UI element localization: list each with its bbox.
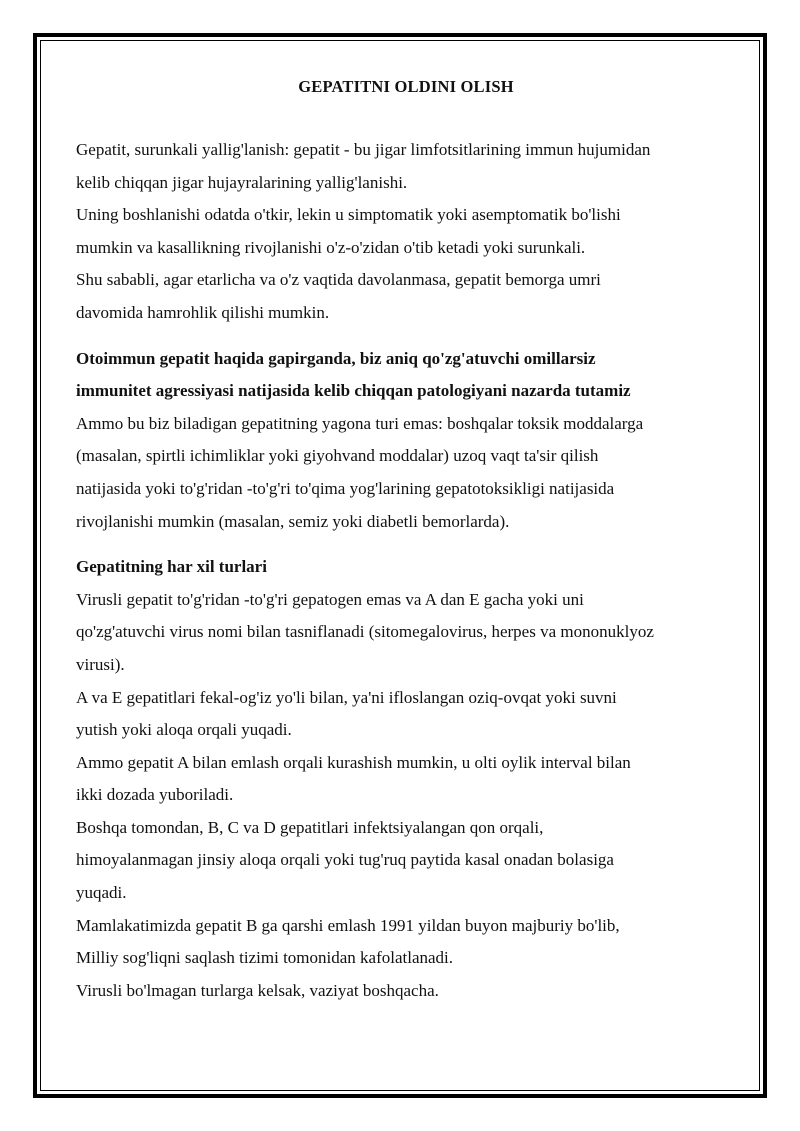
section-heading: Otoimmun gepatit haqida gapirganda, biz aniq qo'zg'atuvchi omillarsiz — [76, 348, 596, 368]
section-heading: immunitet agressiyasi natijasida kelib chiqqan patologiyani nazarda tutamiz — [76, 381, 631, 401]
paragraph-line: Milliy sog'liqni saqlash tizimi tomonidan kafolatlanadi. — [76, 948, 454, 968]
paragraph-line: Uning boshlanishi odatda o'tkir, lekin u simptomatik yoki asemptomatik bo'lishi — [76, 205, 621, 225]
paragraph-line: A va E gepatitlari fekal-og'iz yo'li bilan, ya'ni ifloslangan oziq-ovqat yoki suvni — [76, 687, 617, 707]
paragraph-line: yutish yoki aloqa orqali yuqadi. — [76, 720, 292, 740]
paragraph-line: Virusli bo'lmagan turlarga kelsak, vaziyat boshqacha. — [76, 980, 439, 1000]
paragraph-line: kelib chiqqan jigar hujayralarining yallig'lanishi. — [76, 172, 408, 192]
paragraph-line: himoyalanmagan jinsiy aloqa orqali yoki tug'ruq paytida kasal onadan bolasiga — [76, 850, 614, 870]
paragraph-line: Shu sababli, agar etarlicha va o'z vaqtida davolanmasa, gepatit bemorga umri — [76, 270, 601, 290]
paragraph-line: yuqadi. — [76, 883, 127, 903]
paragraph-line: (masalan, spirtli ichimliklar yoki giyohvand moddalar) uzoq vaqt ta'sir qilish — [76, 446, 599, 466]
section-intro — [76, 134, 736, 330]
section-heading: Gepatitning har xil turlari — [76, 557, 267, 577]
section-spacer — [76, 538, 736, 551]
paragraph-line: mumkin va kasallikning rivojlanishi o'z-o'zidan o'tib ketadi yoki surunkali. — [76, 237, 586, 257]
document-body — [76, 70, 736, 1007]
paragraph-line: rivojlanishi mumkin (masalan, semiz yoki diabetli bemorlarda). — [76, 511, 510, 531]
paragraph-line: qo'zg'atuvchi virus nomi bilan tasniflanadi (sitomegalovirus, herpes va mononuklyoz — [76, 622, 654, 642]
section-types — [76, 551, 736, 1007]
paragraph-line: Boshqa tomondan, B, C va D gepatitlari infektsiyalangan qon orqali, — [76, 817, 544, 837]
document-title: GEPATITNI OLDINI OLISH — [298, 77, 514, 96]
paragraph-line: virusi). — [76, 654, 125, 674]
paragraph-line: natijasida yoki to'g'ridan -to'g'ri to'qima yog'larining gepatotoksikligi natijasida — [76, 478, 615, 498]
section-autoimmune — [76, 343, 736, 539]
paragraph-line: Gepatit, surunkali yallig'lanish: gepatit - bu jigar limfotsitlarining immun hujumidan — [76, 140, 651, 159]
section-spacer — [76, 330, 736, 343]
paragraph-line: davomida hamrohlik qilishi mumkin. — [76, 302, 330, 322]
paragraph-line: Ammo bu biz biladigan gepatitning yagona turi emas: boshqalar toksik moddalarga — [76, 413, 644, 433]
paragraph-line: ikki dozada yuboriladi. — [76, 785, 234, 805]
paragraph-line: Virusli gepatit to'g'ridan -to'g'ri gepatogen emas va A dan E gacha yoki uni — [76, 589, 584, 609]
paragraph-line: Mamlakatimizda gepatit B ga qarshi emlash 1991 yildan buyon majburiy bo'lib, — [76, 915, 620, 935]
paragraph-line: Ammo gepatit A bilan emlash orqali kurashish mumkin, u olti oylik interval bilan — [76, 752, 631, 772]
